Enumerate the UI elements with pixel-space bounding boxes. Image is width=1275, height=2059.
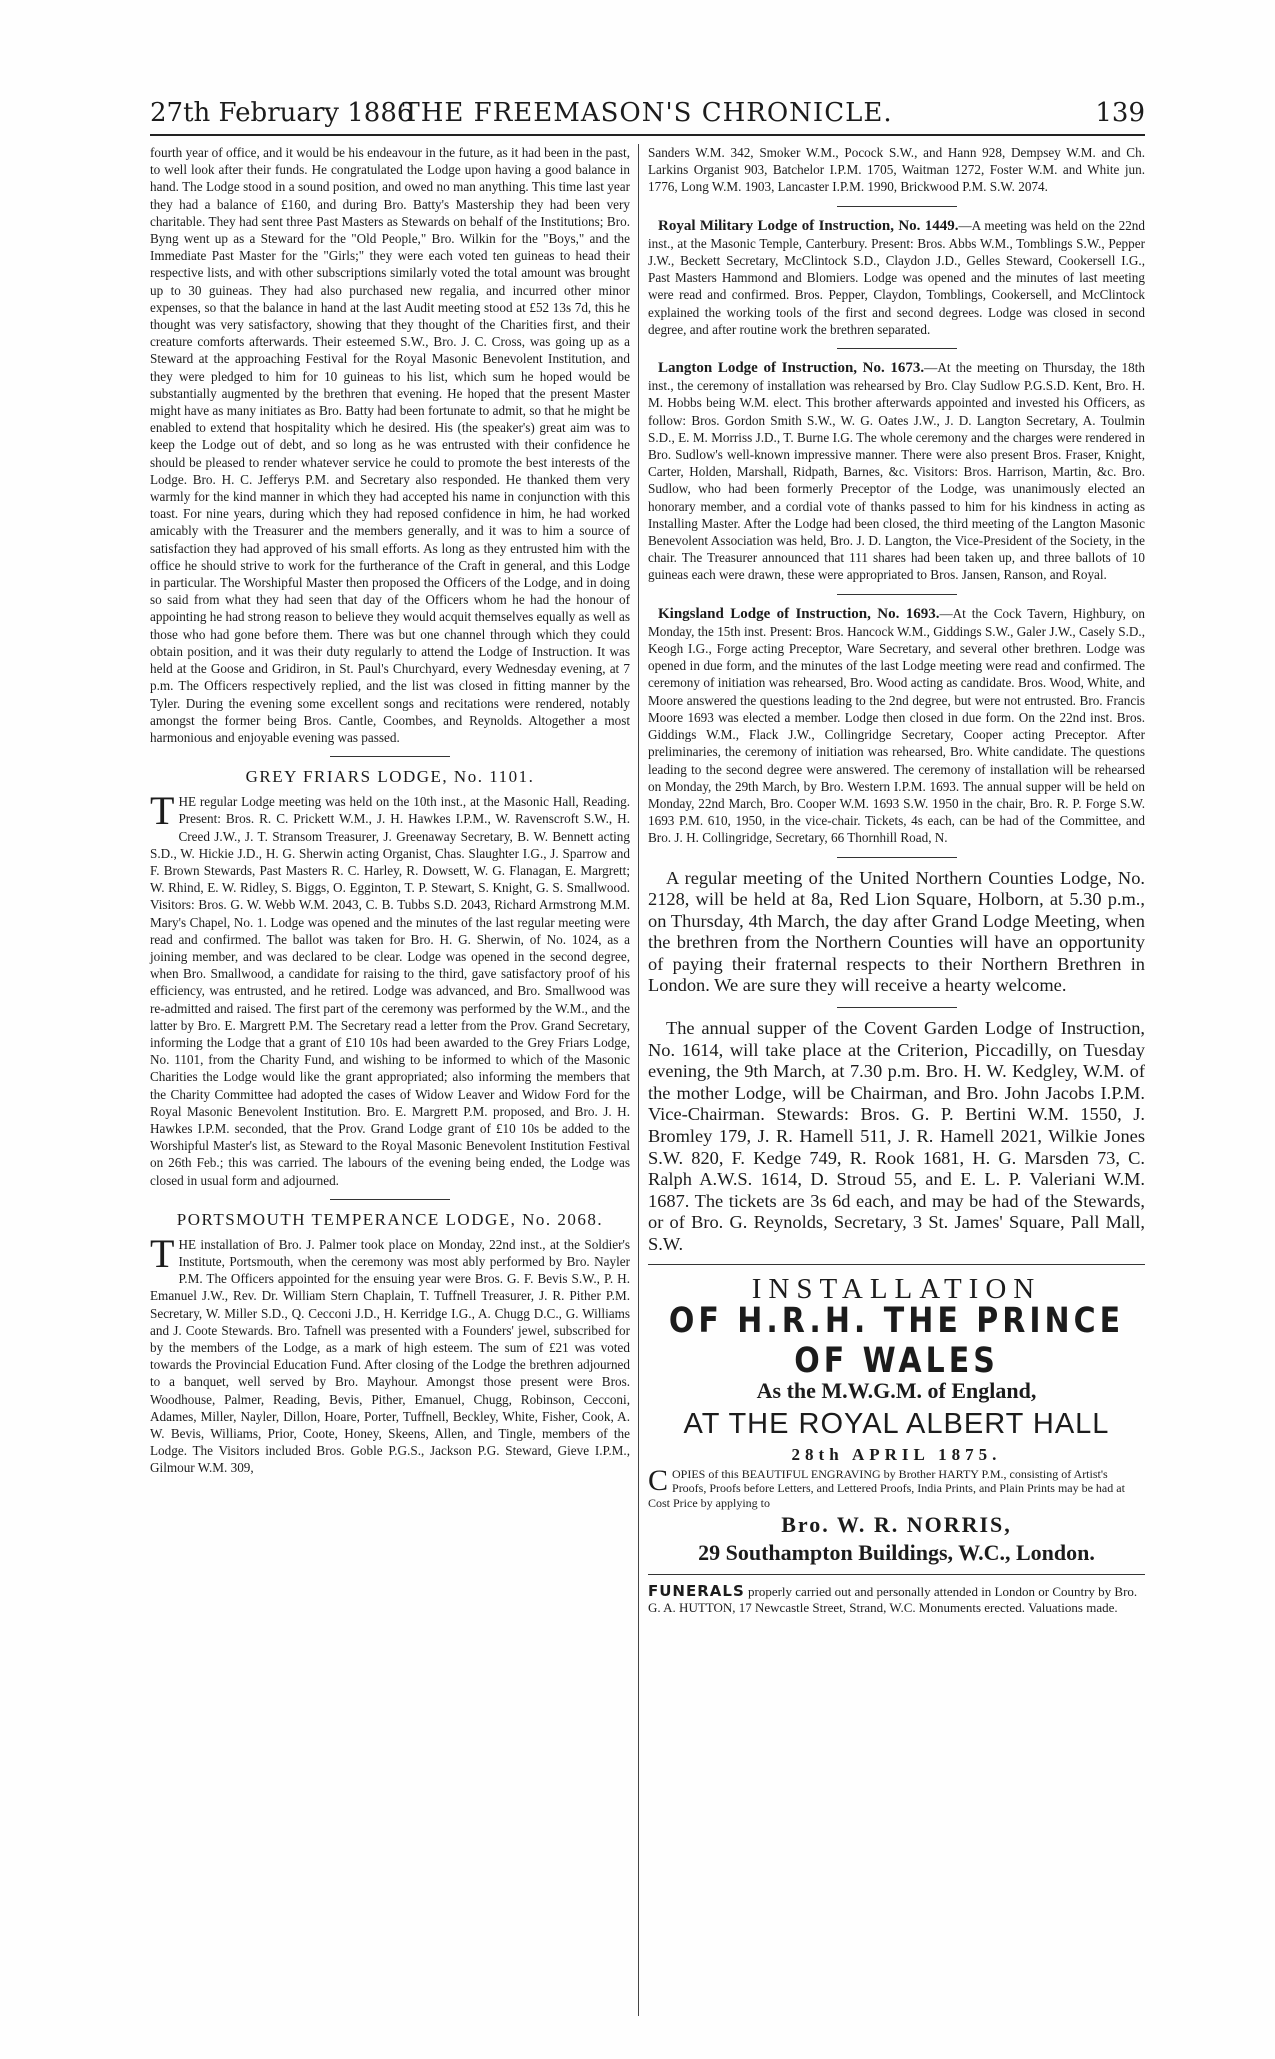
- royal-military-body: —A meeting was held on the 22nd inst., at the Masonic Temple, Canterbury. Present: Bros. Abbs W.M., Tomblings S.W., Pepper J.W., Beckett Secretary, McClintock S.D., Claydon J.D., Gelles Steward, Cookersell I.G., Past Masters Hammond and Blomiers. Lodge was opened and the minutes of last meeting were read and confirmed. Bros. Pepper, Claydon, Tomblings, Cookersell, and McClintock explained the working tools of the first and second degrees. Lodge was closed in second degree, and after routine work the brethren separated.: [648, 217, 1145, 337]
- advert-at-hall: AT THE ROYAL ALBERT HALL: [683, 1407, 1110, 1440]
- grey-friars-article: [150, 767, 630, 1189]
- advert-prince: OF H.R.H. THE PRINCE OF WALES: [668, 1300, 1125, 1381]
- funerals-advert: [648, 1583, 1145, 1616]
- advert-as-mwgm: As the M.W.G.M. of England,: [756, 1377, 1037, 1403]
- portsmouth-heading: PORTSMOUTH TEMPERANCE LODGE, No. 2068.: [176, 1209, 604, 1229]
- langton-body: —At the meeting on Thursday, the 18th inst., the ceremony of installation was rehearsed by Bro. Clay Sudlow P.G.S.D. Kent, Bro. H. M. Hobbs being W.M. elect. This brother afterwards appointed and invested his Officers, as follow: Bros. Gordon Smith S.W., W. G. Oates J.W., J. D. Langton Secretary, A. Toulmin S.D., E. M. Morriss J.D., T. Burne I.G. The whole ceremony and the charges were rendered in Bro. Sudlow's well-known impressive manner. There were also present Bros. Fraser, Knight, Carter, Holden, Marshall, Ridpath, Barnes, &c. Visitors: Bros. Harrison, Martin, &c. Bro. Sudlow, who had been formerly Preceptor of the Lodge, was unanimously elected an honorary member, and a cordial vote of thanks passed to him for his kindness in acting as Installing Master. After the Lodge had been closed, the third meeting of the Langton Masonic Benevolent Association was held, Bro. J. D. Langton, the Vice-President of the Society, in the chair. The Treasurer announced that 111 shares had been taken up, and three ballots of 10 guineas each were drawn, these were appropriated to Bros. Jansen, Ranson, and Royal.: [648, 360, 1145, 583]
- advert-address: 29 Southampton Buildings, W.C., London.: [698, 1540, 1095, 1566]
- royal-military-article: [648, 217, 1145, 338]
- advert-copies: [648, 1463, 1145, 1511]
- kingsland-body: —At the Cock Tavern, Highbury, on Monday, the 15th inst. Present: Bros. Hancock W.M., Giddings S.W., Galer J.W., Casely S.D., Keogh I.G., Forge acting Preceptor, Ware Secretary, and several other brethren. Lodge was opened in due form, and the minutes of the last Lodge meeting were read and confirmed. The ceremony of initiation was rehearsed, Bro. Wood acting as candidate. Bros. Wood, White, and Moore answered the questions leading to the 2nd degree, but were not entrusted. Bro. Francis Moore 1693 was elected a member. Lodge then closed in due form. On the 22nd inst. Bros. Giddings W.M., Flack J.W., Collingridge Secretary, Cooper acting Preceptor. After preliminaries, the ceremony of initiation was rehearsed, Bro. White candidate. The questions leading to the second degree were answered. The ceremony of installation will be rehearsed on Monday, the 29th March, by Bro. Western I.P.M. 1693. The annual supper will be held on Monday, 22nd March, Bro. Cooper W.M. 1693 S.W. 1950 in the chair, Bro. R. P. Forge S.W. 1693 P.M. 610, 1950, in the vice-chair. Tickets, 4s each, can be had of the Committee, and Bro. J. H. Collingridge, Secretary, 66 Thornhill Road, N.: [648, 605, 1145, 846]
- divider: [837, 348, 957, 349]
- advert-date: 28th APRIL 1875.: [791, 1444, 1002, 1464]
- grey-friars-heading: GREY FRIARS LODGE, No. 1101.: [245, 767, 535, 787]
- divider: [837, 857, 957, 858]
- portsmouth-dropcap: T: [150, 1230, 175, 1276]
- divider: [330, 756, 450, 757]
- divider: [330, 1199, 450, 1200]
- covent-garden-notice: The annual supper of the Covent Garden Lodge of Instruction, No. 1614, will take place at the Criterion, Piccadilly, on Tuesday evening, the 9th March, at 7.30 p.m. Bro. H. W. Kedgley, W.M. of the mother Lodge, will be Chairman, and Bro. John Jacobs I.P.M. Vice-Chairman. Stewards: Bros. G. P. Bertini W.M. 1550, J. Bromley 179, J. R. Hamell 511, J. R. Hamell 2021, Wilkie Jones S.W. 820, F. Kedge 749, R. Rook 1681, H. G. Marsden 73, C. Ralph A.W.S. 1614, D. Stroud 55, and E. L. P. Valeriani W.M. 1687. The tickets are 3s 6d each, and may be had of the Stewards, or of Bro. G. Reynolds, Secretary, 3 St. James' Square, Pall Mall, S.W.: [648, 1018, 1145, 1255]
- grey-friars-dropcap: T: [150, 788, 175, 834]
- right-column: [648, 144, 1145, 2024]
- grey-friars-body: [150, 788, 630, 1189]
- divider: [648, 1574, 1145, 1575]
- langton-article: [648, 359, 1145, 584]
- divider: [837, 594, 957, 595]
- advert-norris: Bro. W. R. NORRIS,: [781, 1512, 1012, 1538]
- header-rule: [150, 134, 1145, 136]
- installation-advert: [648, 1273, 1145, 1567]
- left-column: [150, 144, 630, 2024]
- divider: [648, 1264, 1145, 1265]
- advert-installation: INSTALLATION: [751, 1272, 1042, 1305]
- portsmouth-article: [150, 1210, 630, 1477]
- divider: [837, 1007, 957, 1008]
- portsmouth-body: [150, 1230, 630, 1477]
- united-northern-notice: A regular meeting of the United Northern Counties Lodge, No. 2128, will be held at 8a, Red Lion Square, Holborn, at 5.30 p.m., on Thursday, 4th March, the day after Grand Lodge Meeting, when the brethren from the Northern Counties will have an opportunity of paying their fraternal respects to their Northern Brethren in London. We are sure they will receive a hearty welcome.: [648, 867, 1145, 996]
- kingsland-heading: Kingsland Lodge of Instruction, No. 1693.: [658, 605, 940, 622]
- visitors-continuation: Sanders W.M. 342, Smoker W.M., Pocock S.W., and Hann 928, Dempsey W.M. and Ch. Larkins Organist 903, Batchelor I.P.M. 1705, Waitman 1272, Foster W.M. and White jun. 1776, Long W.M. 1903, Lancaster I.P.M. 1990, Brickwood P.M. S.W. 2074.: [648, 145, 1145, 195]
- portsmouth-text: HE installation of Bro. J. Palmer took place on Monday, 22nd inst., at the Soldier's Institute, Portsmouth, when the ceremony was most ably performed by Bro. Nayler P.M. The Officers appointed for the ensuing year were Bros. G. F. Bevis S.W., P. H. Emanuel J.W., Rev. Dr. William Stern Chaplain, T. Tuffnell Treasurer, J. R. Pither P.M. Secretary, W. Miller S.D., Q. Cecconi J.D., H. Kerridge I.G., A. Chugg D.C., G. Williams and J. Coote Stewards. Bro. Tafnell was presented with a Founders' jewel, subscribed for by the members of the Lodge, as a mark of high esteem. The sum of £21 was voted towards the Provincial Education Fund. After closing of the Lodge the brethren adjourned to a banquet, well served by Bro. Mayhour. Amongst those present were Bros. Woodhouse, Palmer, Reading, Bevis, Pither, Emanuel, Chugg, Robinson, Cecconi, Adames, Miller, Nayler, Dillon, Hoare, Porter, Tuffnell, Beckley, White, Fisher, Cook, A. W. Bevis, Williams, Prior, Coote, Honey, Skeens, Allen, and Tingle, members of the Lodge. The Visitors included Bros. Goble P.G.S., Jackson P.G. Steward, Gieve I.P.M., Gilmour W.M. 309,: [150, 1236, 630, 1476]
- funerals-keyword: FUNERALS: [648, 1582, 745, 1601]
- column-divider: [638, 144, 639, 2016]
- page-header: [150, 98, 1145, 134]
- header-page-number: 139: [1095, 98, 1145, 128]
- langton-heading: Langton Lodge of Instruction, No. 1673.: [658, 360, 925, 377]
- funerals-text: properly carried out and personally attended in London or Country by Bro. G. A. HUTTON, 17 Newcastle Street, Strand, W.C. Monuments erected. Valuations made.: [648, 1584, 1138, 1616]
- header-date: 27th February 1886: [150, 98, 414, 128]
- royal-military-heading: Royal Military Lodge of Instruction, No. 1449.: [658, 217, 959, 234]
- advert-copies-dropcap: C: [648, 1463, 669, 1497]
- divider: [837, 206, 957, 207]
- advert-copies-text: OPIES of this BEAUTIFUL ENGRAVING by Brother HARTY P.M., consisting of Artist's Proofs, Proofs before Letters, and Lettered Proofs, India Prints, and Plain Prints may be had at Cost Price by applying to: [648, 1466, 1125, 1510]
- kingsland-article: [648, 605, 1145, 847]
- grey-friars-text: HE regular Lodge meeting was held on the 10th inst., at the Masonic Hall, Reading. Present: Bros. R. C. Prickett W.M., J. H. Hawkes I.P.M., W. Ravenscroft S.W., H. Creed J.W., J. T. Stransom Treasurer, J. Greenaway Secretary, B. W. Bennett acting S.D., W. Hickie J.D., H. G. Sherwin acting Organist, Chas. Slaughter I.G., J. Sparrow and F. Brown Stewards, Past Masters R. C. Harley, R. Dowsett, W. G. Flanagan, E. Margrett; W. Rhind, E. W. Ridley, S. Biggs, O. Egginton, T. P. Stewart, S. Knight, G. S. Smallwood. Visitors: Bros. G. W. Webb W.M. 2043, C. B. Tubbs S.D. 2043, Richard Armstrong M.M. Mary's Chapel, No. 1. Lodge was opened and the minutes of the last regular meeting were read and confirmed. The ballot was taken for Bro. H. G. Sherwin, of No. 1024, as a joining member, and was declared to be clear. Lodge was opened in the second degree, when Bro. Smallwood, a candidate for raising to the third, gave satisfactory proof of his efficiency, was entrusted, and he retired. Lodge was advanced, and Bro. Smallwood was re-admitted and raised. The first part of the ceremony was performed by the W.M., and the latter by Bro. E. Margrett P.M. The Secretary read a letter from the Prov. Grand Secretary, informing the Lodge that a grant of £10 10s had been awarded to the Grey Friars Lodge, No. 1101, from the Charity Fund, and wishing to be informed to which of the Masonic Charities the Lodge would like the grant appropriated; also informing the members that the Charity Committee had adopted the cases of Widow Leaver and Widow Ford for the Royal Masonic Benevolent Institution. Bro. E. Margrett P.M. proposed, and Bro. J. H. Hawkes I.P.M. seconded, that the Prov. Grand Lodge grant of £10 10s be added to the Worshipful Master's list, as Steward to the Royal Masonic Benevolent Institution Festival on 26th Feb.; this was carried. The labours of the evening being ended, the Lodge was closed in usual form and adjourned.: [150, 794, 630, 1188]
- article-continuation: fourth year of office, and it would be his endeavour in the future, as it had been in the past, to well look after their funds. He congratulated the Lodge upon having a good balance in hand. The Lodge stood in a sound position, and owed no man anything. This time last year they had a balance of £160, and during Bro. Batty's Mastership they had been very charitable. They had sent three Past Masters as Stewards on behalf of the Institutions; Bro. Byng went up as a Steward for the "Old People," Bro. Wilkin for the "Boys," and the Immediate Past Master for the "Girls;" they were each voted ten guineas to head their respective lists, and with other subscriptions similarly voted the total amount was brought up to 30 guineas. They had also purchased new regalia, and incurred other minor expenses, so that the balance in hand at the last Audit meeting stood at £52 13s 7d, this he thought was very satisfactory, showing that they thought of the Charities first, and their creature comforts afterwards. Their esteemed S.W., Bro. J. C. Cross, was going up as a Steward at the approaching Festival for the Royal Masonic Benevolent Institution, and they were pledged to him for 10 guineas to his list, which sum he hoped would be substantially augmented by the brethren that evening. He hoped that the present Master might have as many initiates as Bro. Batty had been fortunate to admit, so that he might be enabled to extend that hospitality which he desired. His (the speaker's) great aim was to keep the Lodge out of debt, and so long as he was entrusted with their confidence he should be pleased to render whatever service he could to promote the best interests of the Lodge. Bro. H. C. Jefferys P.M. and Secretary also responded. He thanked them very warmly for the kind manner in which they had accepted his name in conjunction with this toast. For nine years, during which they had reposed confidence in him, he had worked amicably with the Treasurer and the members generally, and it was to him a source of satisfaction they had approved of his small efforts. As long as they entrusted him with the office he should strive to work for the furtherance of the Craft in general, and this Lodge in particular. The Worshipful Master then proposed the Officers of the Lodge, and in doing so said from what they had seen that day of the Officers whom he had the honour of appointing he had strong reason to believe they would acquit themselves equally as well as those who had gone before them. There was but one channel through which they could obtain position, and it was their duty regularly to attend the Lodge of Instruction. It was held at the Goose and Gridiron, in St. Paul's Churchyard, every Wednesday evening, at 7 p.m. The Officers respectively replied, and the list was closed in fitting manner by the Tyler. During the evening some excellent songs and recitations were rendered, notably amongst the former being Bros. Cantle, Coombes, and Reynolds. Altogether a most harmonious and enjoyable evening was passed.: [150, 145, 630, 745]
- header-title: THE FREEMASON'S CHRONICLE.: [402, 98, 893, 128]
